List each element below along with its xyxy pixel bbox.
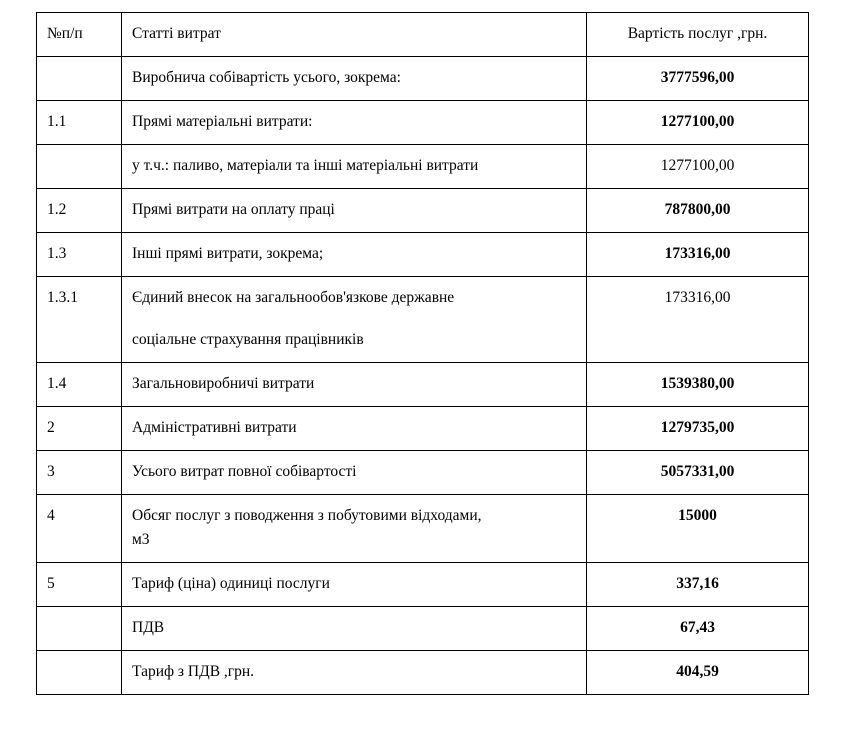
row-value: 1539380,00 (587, 363, 809, 407)
column-header-value: Вартість послуг ,грн. (587, 13, 809, 57)
row-value: 1277100,00 (587, 101, 809, 145)
table-row (37, 233, 809, 277)
row-value: 173316,00 (587, 277, 809, 363)
table-row (37, 495, 809, 563)
table-row (37, 277, 809, 363)
row-number: 1.1 (37, 101, 122, 145)
row-item: Прямі витрати на оплату праці (122, 189, 587, 233)
row-item: Загальновиробничі витрати (122, 363, 587, 407)
row-value: 15000 (587, 495, 809, 563)
row-number (37, 607, 122, 651)
column-header-item: Статті витрат (122, 13, 587, 57)
table-header-row (37, 13, 809, 57)
row-item: Адміністративні витрати (122, 407, 587, 451)
table-row (37, 57, 809, 101)
row-value: 1279735,00 (587, 407, 809, 451)
table-row (37, 407, 809, 451)
table-row (37, 145, 809, 189)
row-number: 1.3 (37, 233, 122, 277)
row-item: у т.ч.: паливо, матеріали та інші матеріальні витрати (122, 145, 587, 189)
row-value: 787800,00 (587, 189, 809, 233)
cost-structure-table (36, 12, 809, 695)
row-number: 5 (37, 563, 122, 607)
row-value: 3777596,00 (587, 57, 809, 101)
row-item: Інші прямі витрати, зокрема; (122, 233, 587, 277)
table-row (37, 607, 809, 651)
row-item: Тариф з ПДВ ,грн. (122, 651, 587, 695)
row-item-line1: Єдиний внесок на загальнообов'язкове державне (132, 289, 455, 307)
row-item: ПДВ (122, 607, 587, 651)
row-number: 3 (37, 451, 122, 495)
row-value: 5057331,00 (587, 451, 809, 495)
row-number (37, 57, 122, 101)
table-row (37, 189, 809, 233)
table-row (37, 451, 809, 495)
row-number: 4 (37, 495, 122, 563)
row-value: 404,59 (587, 651, 809, 695)
row-number: 2 (37, 407, 122, 451)
row-number (37, 651, 122, 695)
row-item-line2: соціальне страхування працівників (132, 331, 364, 349)
table-row (37, 363, 809, 407)
row-item-line2: м3 (132, 531, 150, 549)
row-value: 337,16 (587, 563, 809, 607)
row-value: 67,43 (587, 607, 809, 651)
row-value: 1277100,00 (587, 145, 809, 189)
row-item: Прямі матеріальні витрати: (122, 101, 587, 145)
row-number: 1.2 (37, 189, 122, 233)
row-item (122, 277, 587, 363)
row-item-line1: Обсяг послуг з поводження з побутовими відходами, (132, 507, 482, 525)
table-row (37, 563, 809, 607)
table-row (37, 101, 809, 145)
row-item: Тариф (ціна) одиниці послуги (122, 563, 587, 607)
column-header-number: №п/п (37, 13, 122, 57)
row-item: Усього витрат повної собівартості (122, 451, 587, 495)
row-number: 1.3.1 (37, 277, 122, 363)
row-value: 173316,00 (587, 233, 809, 277)
table-row (37, 651, 809, 695)
row-number (37, 145, 122, 189)
row-item: Виробнича собівартість усього, зокрема: (122, 57, 587, 101)
row-item (122, 495, 587, 563)
row-number: 1.4 (37, 363, 122, 407)
